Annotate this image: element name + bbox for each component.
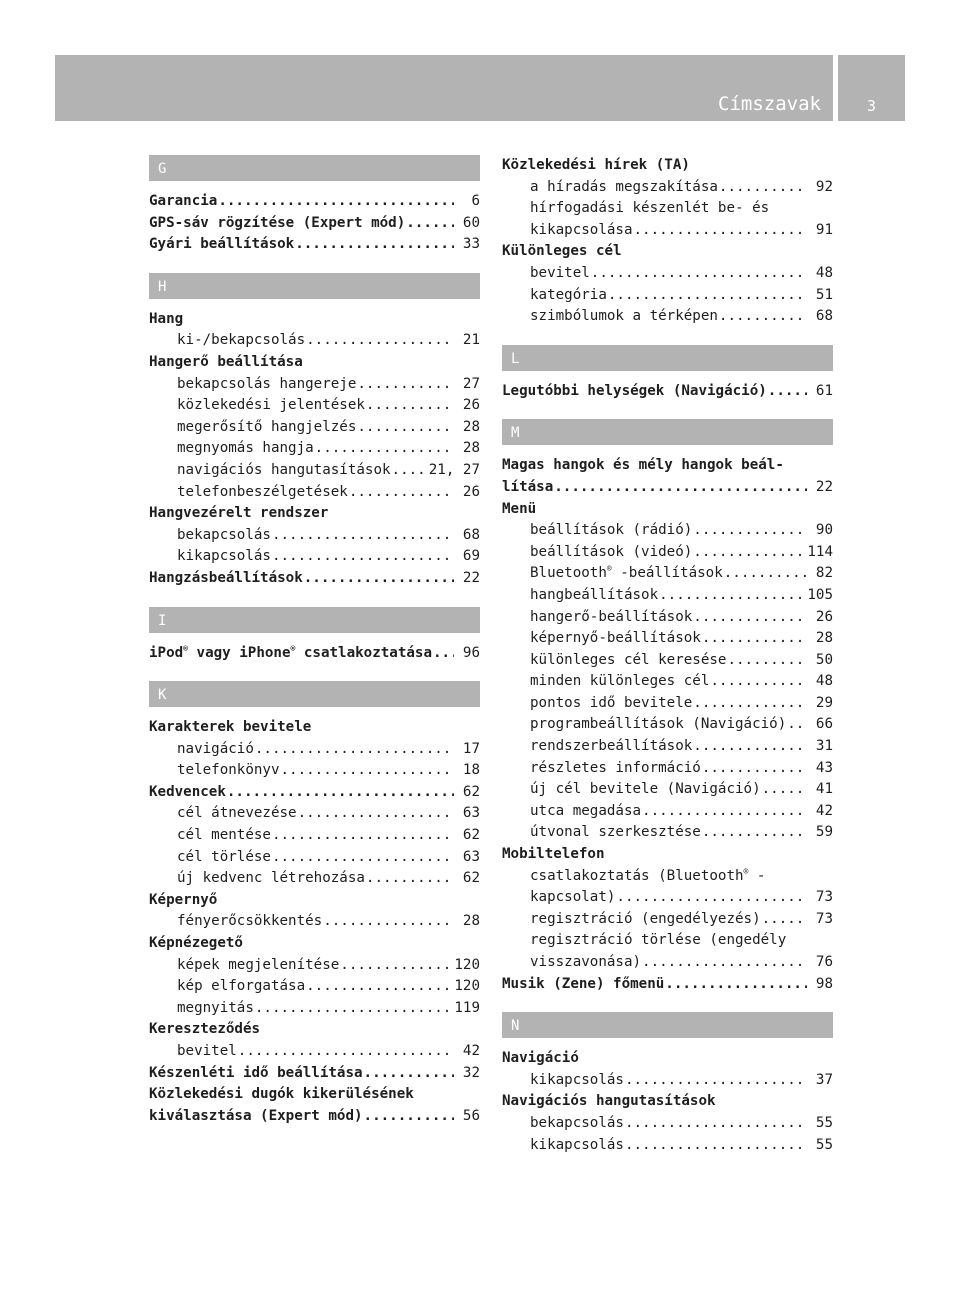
index-entry [502,628,833,650]
index-entry [502,736,833,758]
entry-term: Hangzásbeállítások [149,569,303,586]
index-entry [502,542,833,564]
entry-page: 62 [462,783,480,800]
section-letter: G [149,155,480,181]
entry-page: 114 [807,543,833,560]
entry-term: programbeállítások (Navigáció) [530,716,787,733]
entry-term: fényerőcsökkentés [177,913,323,930]
entry-term: kikapcsolás [530,1071,624,1088]
section-letter: M [502,419,833,445]
dot-leader [625,1135,807,1157]
index-entry [149,213,480,235]
entry-term: ki-/bekapcsolás [177,332,306,349]
dot-leader [625,1113,807,1135]
entry-term: navigáció [177,740,254,757]
entry-term: közlekedési jelentések [177,397,365,414]
entry-term: telefonkönyv [177,762,280,779]
index-column-right [502,155,833,1156]
entry-term: kiválasztása (Expert mód) [149,1107,363,1124]
dot-leader [727,650,807,672]
entry-term: útvonal szerkesztése [530,824,701,841]
dot-leader [642,952,807,974]
entry-term: Karakterek bevitele [149,719,312,736]
index-entry [149,847,480,869]
entry-page: 17 [462,740,480,757]
index-entry [149,374,480,396]
dot-leader [357,374,454,396]
entry-term: Garancia [149,193,218,209]
entry-term: képek megjelenítése [177,956,340,973]
index-entry [502,930,833,952]
header-band [55,55,833,121]
dot-leader [702,628,807,650]
index-entry [149,760,480,782]
entry-page: 92 [815,178,833,195]
entry-term: hangbeállítások [530,586,659,603]
entry-page: 21 [462,332,480,349]
index-entry [149,525,480,547]
entry-term: Navigáció [502,1050,579,1067]
dot-leader [315,438,454,460]
entry-term: Navigációs hangutasítások [502,1093,716,1110]
dot-leader [298,803,454,825]
dot-leader [702,822,807,844]
index-entry [149,955,480,977]
index-entry [502,285,833,307]
entry-term: a híradás megszakítása [530,178,718,195]
entry-page: 96 [462,644,480,661]
dot-leader [693,542,803,564]
index-entry [502,155,833,177]
dot-leader [304,568,454,590]
dot-leader [272,525,454,547]
index-entry [149,417,480,439]
index-entry [149,395,480,417]
index-entry [149,309,480,331]
entry-page: 73 [815,889,833,906]
dot-leader [366,868,454,890]
page-number: 3 [866,97,877,115]
entry-term: Bluetooth® -beállítások [530,564,723,582]
dot-leader [693,693,807,715]
entry-term: bevitel [177,1043,237,1059]
index-entry [149,438,480,460]
index-entry [149,739,480,761]
index-entry [502,381,833,403]
entry-page: 18 [462,762,480,779]
entry-term: minden különleges cél [530,673,710,690]
dot-leader [340,955,450,977]
entry-page: 48 [815,264,833,281]
entry-page: 68 [815,308,833,325]
index-entry [502,952,833,974]
dot-leader [693,607,807,629]
index-entry [149,933,480,955]
entry-term: kapcsolat) [530,889,616,906]
dot-leader [406,213,454,235]
dot-leader [281,760,455,782]
entry-page: 27 [462,375,480,392]
entry-page: 28 [462,418,480,435]
dot-leader [433,643,454,665]
index-entry [149,868,480,890]
entry-term: navigációs hangutasítások [177,461,391,478]
dot-leader [255,998,451,1020]
index-entry [149,911,480,933]
dot-leader [762,909,807,931]
entry-page: 26 [462,483,480,500]
entry-term: Gyári beállítások [149,236,295,253]
dot-leader [591,263,807,285]
entry-term: különleges cél keresése [530,651,727,668]
dot-leader [392,460,425,482]
entry-page: 63 [462,805,480,822]
index-entry [502,650,833,672]
section-letter: K [149,681,480,707]
index-entry [502,714,833,736]
dot-leader [272,847,454,869]
dot-leader [693,520,807,542]
index-column-left [149,155,480,1127]
dot-leader [634,220,808,242]
entry-page: 32 [462,1064,480,1081]
index-entry [149,234,480,256]
index-entry [149,717,480,739]
section-letter: I [149,607,480,633]
index-entry [502,909,833,931]
entry-term: Közlekedési dugók kikerülésének [149,1086,414,1103]
entry-page: 62 [462,827,480,844]
dot-leader [554,477,807,499]
entry-page: 66 [815,716,833,733]
entry-page: 22 [462,569,480,586]
dot-leader [357,417,454,439]
dot-leader [349,482,454,504]
entry-term: szimbólumok a térképen [530,308,718,325]
entry-page: 120 [454,978,480,995]
entry-term: bekapcsolás hangereje [177,375,357,392]
dot-leader [608,285,807,307]
dot-leader [272,825,454,847]
entry-page: 55 [815,1114,833,1131]
entry-term: részletes információ [530,759,701,776]
entry-term: Képernyő [149,891,218,908]
entry-page: 68 [462,526,480,543]
index-entry [502,563,833,585]
entry-page: 41 [815,781,833,798]
entry-term: hangerő-beállítások [530,608,693,625]
index-entry [149,1084,480,1106]
entry-term: Magas hangok és mély hangok beál- [502,457,784,474]
index-entry [149,482,480,504]
entry-term: Kereszteződés [149,1021,261,1038]
entry-term: Közlekedési hírek (TA) [502,157,690,173]
index-entry [502,585,833,607]
entry-page: 50 [815,651,833,668]
entry-term: Legutóbbi helységek (Navigáció) [502,382,767,399]
entry-term: Mobiltelefon [502,846,605,863]
entry-term: bekapcsolás [530,1114,624,1131]
index-entry [149,352,480,374]
entry-page: 82 [815,565,833,582]
index-entry [149,998,480,1020]
entry-term: Kedvencek [149,783,226,800]
entry-term: Hang [149,310,184,327]
index-entry [502,801,833,823]
entry-page: 28 [462,440,480,457]
entry-term: Musik (Zene) főmenü [502,975,665,992]
dot-leader [642,801,807,823]
index-entry [502,758,833,780]
index-entry [149,191,480,213]
entry-page: 60 [462,214,480,231]
entry-page: 98 [815,975,833,992]
index-entry [502,177,833,199]
index-entry [502,263,833,285]
entry-page: 119 [454,999,480,1016]
entry-page: 21, 27 [428,461,480,478]
entry-term: Hangvezérelt rendszer [149,505,329,522]
index-entry [149,1063,480,1085]
entry-term: bekapcsolás [177,526,271,543]
entry-page: 91 [815,221,833,238]
entry-page: 22 [815,478,833,495]
index-entry [149,568,480,590]
dot-leader [306,976,450,998]
section-letter: H [149,273,480,299]
entry-term: utca megadása [530,802,642,819]
entry-page: 56 [462,1107,480,1124]
entry-page: 120 [454,956,480,973]
index-entry [502,1070,833,1092]
dot-leader [218,191,454,213]
page-number-box [838,55,905,121]
index-entry [502,671,833,693]
entry-page: 76 [815,954,833,970]
entry-page: 33 [462,236,480,253]
entry-term: GPS-sáv rögzítése (Expert mód) [149,214,406,231]
dot-leader [724,563,807,585]
entry-term: telefonbeszélgetések [177,483,348,500]
entry-term: cél mentése [177,827,271,844]
dot-leader [719,306,807,328]
entry-term: Képnézegető [149,935,243,952]
entry-page: 73 [815,910,833,927]
dot-leader [702,758,807,780]
index-entry [149,976,480,998]
index-entry [502,520,833,542]
index-entry [502,607,833,629]
entry-term: új cél bevitele (Navigáció) [530,781,761,798]
entry-term: beállítások (rádió) [530,522,693,539]
index-entry [149,460,480,482]
index-entry [502,241,833,263]
entry-page: 62 [462,870,480,887]
index-entry [502,1048,833,1070]
entry-term: megerősítő hangjelzés [177,418,357,435]
index-entry [502,1113,833,1135]
entry-page: 69 [462,548,480,565]
entry-page: 42 [462,1043,480,1059]
dot-leader [659,585,803,607]
index-entry [502,306,833,328]
dot-leader [693,736,807,758]
entry-term: Készenléti idő beállítása [149,1064,363,1081]
entry-page: 28 [815,630,833,647]
entry-page: 42 [815,802,833,819]
index-entry [502,499,833,521]
entry-page: 31 [815,738,833,755]
entry-term: kikapcsolása [530,221,633,238]
entry-page: 61 [815,382,833,399]
entry-page: 51 [815,286,833,303]
entry-page: 63 [462,848,480,865]
dot-leader [366,395,454,417]
entry-term: Különleges cél [502,243,622,260]
entry-page: 55 [815,1136,833,1153]
index-entry [502,974,833,996]
index-entry [149,782,480,804]
dot-leader [238,1041,454,1063]
entry-term: Menü [502,500,537,517]
entry-term: hírfogadási készenlét be- és [530,200,770,217]
index-entry [502,887,833,909]
entry-term: regisztráció törlése (engedély [530,932,787,949]
index-entry [149,803,480,825]
dot-leader [364,1063,454,1085]
entry-term: csatlakoztatás (Bluetooth® - [530,866,766,884]
entry-term: képernyő-beállítások [530,630,701,647]
index-entry [502,455,833,477]
index-entry [149,546,480,568]
index-entry [502,693,833,715]
index-entry [502,198,833,220]
entry-term: pontos idő bevitele [530,694,693,711]
entry-term: visszavonása) [530,954,642,970]
entry-page: 90 [815,522,833,539]
index-entry [502,844,833,866]
entry-term: kép elforgatása [177,978,306,995]
entry-term: cél törlése [177,848,271,865]
dot-leader [787,714,807,736]
entry-page: 28 [462,913,480,930]
entry-page: 48 [815,673,833,690]
entry-term: megnyomás hangja [177,440,314,457]
entry-page: 26 [815,608,833,625]
dot-leader [710,671,807,693]
entry-page: 37 [815,1071,833,1088]
index-entry [149,1019,480,1041]
index-entry [502,1091,833,1113]
dot-leader [665,974,807,996]
entry-page: 26 [462,397,480,414]
entry-page: 43 [815,759,833,776]
entry-term: beállítások (videó) [530,543,693,560]
dot-leader [295,234,454,256]
dot-leader [364,1106,454,1128]
index-entry [502,220,833,242]
dot-leader [768,381,807,403]
index-entry [502,477,833,499]
index-entry [502,779,833,801]
index-entry [149,330,480,352]
section-letter: N [502,1012,833,1038]
entry-term: új kedvenc létrehozása [177,870,365,887]
index-entry [502,866,833,888]
index-entry [149,1041,480,1063]
dot-leader [306,330,454,352]
index-entry [149,825,480,847]
entry-page: 6 [471,193,480,209]
dot-leader [719,177,807,199]
dot-leader [323,911,454,933]
entry-term: iPod® vagy iPhone® csatlakoztatása [149,643,432,661]
dot-leader [616,887,807,909]
index-entry [502,822,833,844]
entry-term: lítása [502,478,554,495]
entry-term: kikapcsolás [530,1136,624,1153]
index-entry [149,643,480,665]
dot-leader [255,739,454,761]
dot-leader [762,779,807,801]
entry-term: Hangerő beállítása [149,353,303,370]
dot-leader [272,546,454,568]
entry-term: kikapcsolás [177,548,271,565]
entry-term: rendszerbeállítások [530,738,693,755]
entry-term: kategória [530,286,607,303]
entry-term: regisztráció (engedélyezés) [530,910,761,927]
section-letter: L [502,345,833,371]
index-entry [149,503,480,525]
index-entry [149,890,480,912]
page-title: Címszavak [718,93,821,115]
entry-page: 59 [815,824,833,841]
entry-term: cél átnevezése [177,805,297,822]
dot-leader [625,1070,807,1092]
entry-page: 105 [807,586,833,603]
entry-page: 29 [815,694,833,711]
dot-leader [227,782,454,804]
index-entry [502,1135,833,1157]
entry-term: megnyitás [177,999,254,1016]
index-entry [149,1106,480,1128]
entry-term: bevitel [530,264,590,281]
